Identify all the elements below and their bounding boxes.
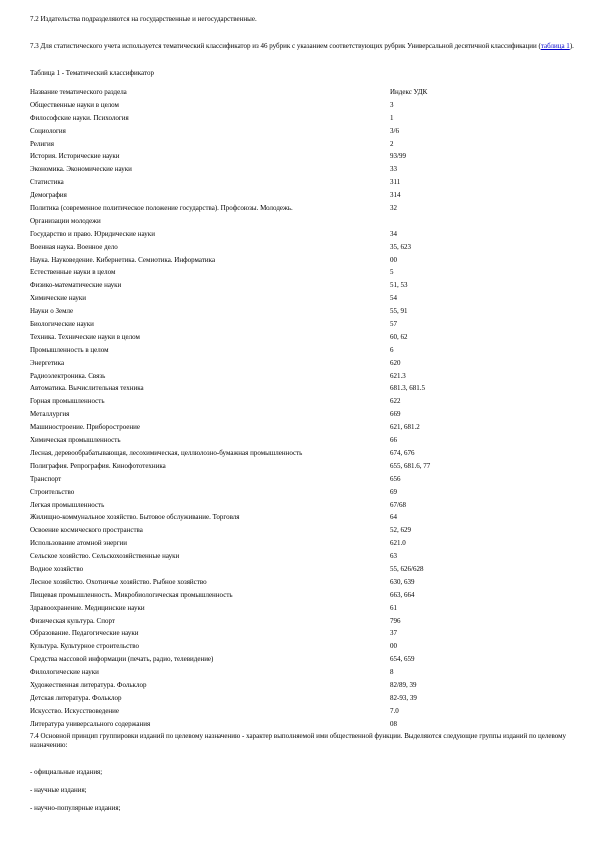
table-row [30, 488, 575, 501]
paragraph-7-3-tail: ). [569, 42, 574, 50]
udc-index-cell: 620 [390, 358, 401, 367]
topic-name-cell: Сельское хозяйство. Сельскохозяйственные науки [30, 552, 180, 561]
udc-index-cell: 669 [390, 410, 401, 419]
table-row [30, 681, 575, 694]
udc-index-cell: 54 [390, 294, 397, 303]
table-header-row [30, 88, 575, 101]
table-row [30, 281, 575, 294]
udc-index-cell: 69 [390, 487, 397, 496]
topic-name-cell: Машиностроение. Приборостроение [30, 423, 141, 432]
table-row [30, 256, 575, 269]
udc-index-cell: 314 [390, 191, 401, 200]
udc-index-cell: 60, 62 [390, 332, 408, 341]
udc-index-cell: 57 [390, 320, 397, 329]
udc-index-cell: 32 [390, 204, 397, 213]
table-row [30, 140, 575, 153]
udc-index-cell: 1 [390, 113, 394, 122]
table-row [30, 152, 575, 165]
table-row [30, 114, 575, 127]
table-row [30, 423, 575, 436]
udc-index-cell: 663, 664 [390, 590, 415, 599]
udc-index-cell: 93/99 [390, 152, 406, 161]
table-caption: Таблица 1 - Тематический классификатор [30, 69, 154, 77]
table-row [30, 217, 575, 230]
topic-name-cell: Использование атомной энергии [30, 539, 128, 548]
udc-index-cell: 66 [390, 436, 397, 445]
table-row [30, 410, 575, 423]
udc-index-cell: 654, 659 [390, 655, 415, 664]
topic-name-cell: Общественные науки в целом [30, 100, 119, 109]
topic-name-cell: Промышленность в целом [30, 345, 109, 354]
table-row [30, 604, 575, 617]
table-row [30, 333, 575, 346]
table-row [30, 307, 575, 320]
udc-index-cell: 00 [390, 642, 397, 651]
udc-index-cell: 6 [390, 345, 394, 354]
udc-index-cell: 00 [390, 255, 397, 264]
table-row [30, 565, 575, 578]
topic-name-cell: Организации молодежи [30, 216, 101, 225]
table-row [30, 617, 575, 630]
topic-name-cell: Философские науки. Психология [30, 113, 129, 122]
table-row [30, 462, 575, 475]
topic-name-cell: Демография [30, 191, 67, 200]
table-row [30, 668, 575, 681]
topic-name-cell: Литература универсального содержания [30, 719, 151, 728]
topic-name-cell: Горная промышленность [30, 397, 105, 406]
header-udc: Индекс УДК [390, 88, 428, 96]
header-name: Название тематического раздела [30, 88, 127, 96]
list-item: - официальные издания; [30, 768, 103, 776]
topic-name-cell: Транспорт [30, 474, 62, 483]
udc-index-cell: 08 [390, 719, 397, 728]
topic-name-cell: Религия [30, 139, 54, 148]
udc-index-cell: 33 [390, 165, 397, 174]
udc-index-cell: 3/6 [390, 126, 399, 135]
topic-name-cell: Наука. Науковедение. Кибернетика. Семиотика. Информатика [30, 255, 216, 264]
udc-index-cell: 63 [390, 552, 397, 561]
udc-index-cell: 796 [390, 616, 401, 625]
table-row [30, 694, 575, 707]
udc-index-cell: 7.0 [390, 706, 399, 715]
udc-index-cell: 621, 681.2 [390, 423, 420, 432]
table-row [30, 501, 575, 514]
topic-name-cell: Лесное хозяйство. Охотничье хозяйство. Рыбное хозяйство [30, 577, 207, 586]
topic-name-cell: Техника. Технические науки в целом [30, 332, 140, 341]
udc-index-cell: 82/89, 39 [390, 680, 417, 689]
table-row [30, 230, 575, 243]
table-1-link[interactable]: таблица 1 [540, 42, 570, 50]
udc-index-cell: 621.3 [390, 371, 406, 380]
udc-index-cell: 34 [390, 229, 397, 238]
topic-name-cell: Художественная литература. Фольклор [30, 680, 147, 689]
udc-index-cell: 55, 626/628 [390, 564, 424, 573]
udc-index-cell: 35, 623 [390, 242, 411, 251]
table-body [30, 88, 575, 733]
table-row [30, 591, 575, 604]
topic-name-cell: Водное хозяйство [30, 564, 84, 573]
table-row [30, 552, 575, 565]
table-row [30, 513, 575, 526]
udc-index-cell: 82-93, 39 [390, 693, 417, 702]
topic-name-cell: Культура. Культурное строительство [30, 642, 140, 651]
thematic-classifier-table [30, 88, 575, 733]
table-row [30, 475, 575, 488]
table-row [30, 320, 575, 333]
topic-name-cell: Социология [30, 126, 66, 135]
topic-name-cell: Естественные науки в целом [30, 268, 116, 277]
topic-name-cell: Полиграфия. Репрография. Кинофототехника [30, 461, 166, 470]
topic-name-cell: Лесная, деревообрабатывающая, лесохимическая, целлюлозно-бумажная промышленность [30, 448, 303, 457]
topic-name-cell: Науки о Земле [30, 307, 74, 316]
udc-index-cell: 622 [390, 397, 401, 406]
topic-name-cell: Здравоохранение. Медицинские науки [30, 603, 145, 612]
topic-name-cell: Политика (современное политическое положение государства). Профсоюзы. Молодежь. [30, 204, 293, 213]
table-row [30, 655, 575, 668]
udc-index-cell: 51, 53 [390, 281, 408, 290]
table-row [30, 268, 575, 281]
table-row [30, 436, 575, 449]
topic-name-cell: Средства массовой информации (печать, радио, телевидение) [30, 655, 214, 664]
list-item: - научно-популярные издания; [30, 804, 121, 812]
udc-index-cell: 621.0 [390, 539, 406, 548]
udc-index-cell: 5 [390, 268, 394, 277]
topic-name-cell: История. Исторические науки [30, 152, 120, 161]
udc-index-cell: 681.3, 681.5 [390, 384, 425, 393]
topic-name-cell: Государство и право. Юридические науки [30, 229, 155, 238]
paragraph-7-3 [30, 42, 575, 51]
udc-index-cell: 67/68 [390, 500, 406, 509]
topic-name-cell: Искусство. Искусствоведение [30, 706, 120, 715]
table-row [30, 642, 575, 655]
udc-index-cell: 61 [390, 603, 397, 612]
topic-name-cell: Жилищно-коммунальное хозяйство. Бытовое обслуживание. Торговля [30, 513, 240, 522]
udc-index-cell: 64 [390, 513, 397, 522]
table-row [30, 165, 575, 178]
list-item: - научные издания; [30, 786, 87, 794]
udc-index-cell [390, 217, 575, 230]
table-row [30, 359, 575, 372]
table-row [30, 101, 575, 114]
topic-name-cell: Филологические науки [30, 668, 99, 677]
topic-name-cell: Биологические науки [30, 320, 94, 329]
udc-index-cell: 655, 681.6, 77 [390, 461, 431, 470]
topic-name-cell: Металлургия [30, 410, 70, 419]
udc-index-cell: 8 [390, 668, 394, 677]
topic-name-cell: Химические науки [30, 294, 87, 303]
topic-name-cell: Энергетика [30, 358, 65, 367]
table-row [30, 397, 575, 410]
table-row [30, 294, 575, 307]
topic-name-cell: Химическая промышленность [30, 436, 121, 445]
paragraph-7-4: 7.4 Основной принцип группировки изданий по целевому назначению - характер выполняемой ими общественной функции. Выделяются следующие группы изданий по целевому назначению: [30, 732, 567, 749]
table-row [30, 707, 575, 720]
topic-name-cell: Физическая культура. Спорт [30, 616, 115, 625]
udc-index-cell: 37 [390, 629, 397, 638]
udc-index-cell: 3 [390, 100, 394, 109]
udc-index-cell: 2 [390, 139, 394, 148]
topic-name-cell: Строительство [30, 487, 75, 496]
topic-name-cell: Освоение космического пространства [30, 526, 143, 535]
topic-name-cell: Радиоэлектроника. Связь [30, 371, 106, 380]
udc-index-cell: 311 [390, 178, 401, 187]
table-row [30, 191, 575, 204]
topic-name-cell: Детская литература. Фольклор [30, 693, 122, 702]
table-row [30, 629, 575, 642]
table-row [30, 539, 575, 552]
topic-name-cell: Пищевая промышленность. Микробиологическая промышленность [30, 590, 233, 599]
paragraph-7-3-text: 7.3 Для статистического учета используется тематический классификатор из 46 рубрик с указанием соответствующих рубрик Универсальной десятичной классификации ( [30, 42, 541, 50]
udc-index-cell: 674, 676 [390, 448, 415, 457]
table-row [30, 526, 575, 539]
table-row [30, 178, 575, 191]
topic-name-cell: Экономика. Экономические науки [30, 165, 132, 174]
table-row [30, 346, 575, 359]
table-row [30, 449, 575, 462]
topic-name-cell: Статистика [30, 178, 64, 187]
topic-name-cell: Легкая промышленность [30, 500, 105, 509]
table-row [30, 243, 575, 256]
table-row [30, 384, 575, 397]
topic-name-cell: Образование. Педагогические науки [30, 629, 139, 638]
topic-name-cell: Военная наука. Военное дело [30, 242, 118, 251]
table-row [30, 372, 575, 385]
udc-index-cell: 630, 639 [390, 577, 415, 586]
table-row [30, 127, 575, 140]
paragraph-7-2: 7.2 Издательства подразделяются на государственные и негосударственные. [30, 15, 257, 23]
table-row [30, 578, 575, 591]
udc-index-cell: 656 [390, 474, 401, 483]
table-row [30, 720, 575, 733]
table-row [30, 204, 575, 217]
udc-index-cell: 55, 91 [390, 307, 408, 316]
topic-name-cell: Автоматика. Вычислительная техника [30, 384, 144, 393]
topic-name-cell: Физико-математические науки [30, 281, 122, 290]
udc-index-cell: 52, 629 [390, 526, 411, 535]
